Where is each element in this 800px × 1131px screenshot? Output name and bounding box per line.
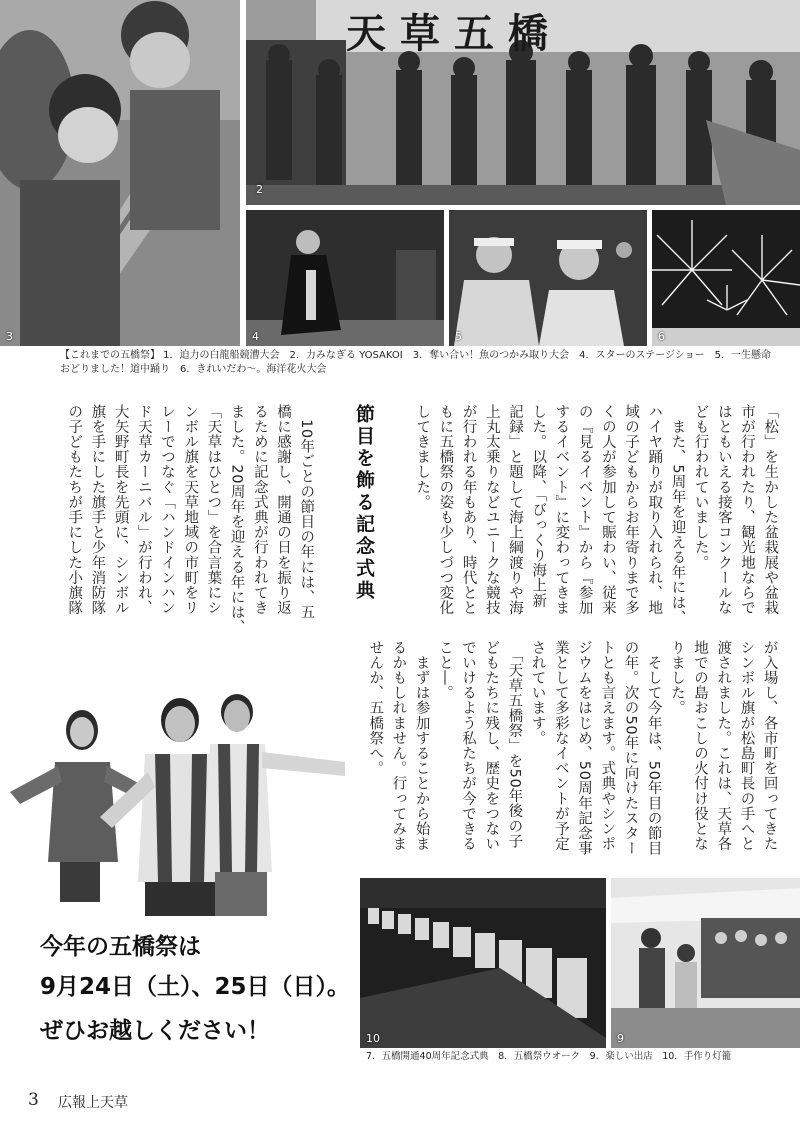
stage-banner-text: 天草五橋 <box>346 10 562 57</box>
photo-number: 9 <box>617 1032 624 1045</box>
article-column-bottom: が入場し、各市町を回ってきた シンボル旗が松島町長の手へと 渡されました。これは、天草各 地での島おこしの火付け役とな りました。 そして今年は、50年目の節目 の年。次の50年に向けたスター トとも言えます。式典やシンポ ジウムをはじめ、50周年記念事 業として多彩なイベントが予定 されています。 「天草五橋祭」を50年後の子 どもたちに残し、歴史をつない でいけるよう私たちが今できる こと―。 まずは参加することから始ま るかもしれません。行ってみま せんか、五橋祭へ。 <box>367 640 778 856</box>
caption-line: 【これまでの五橋祭】 1．迫力の白龍船競漕大会 2．力みなぎる YOSAKOI 3．奪い合い！魚のつかみ取り大会 4．スターのステージショー 5．一生懸命 <box>60 350 771 361</box>
announcement-dates: 9月24日（土）、25日（日）。 <box>40 974 351 1000</box>
announcement-line-3: ぜひお越しください！ <box>40 1018 270 1044</box>
photo-festival-stalls <box>611 878 800 1048</box>
photo-number: 4 <box>252 330 259 343</box>
section-heading: 節目を飾る記念式典 <box>353 404 375 602</box>
caption-recent-photos: 7．五橋開通40周年記念式典 8．五橋祭ウオーク 9．楽しい出店 10．手作り灯籠 <box>366 1051 732 1062</box>
photo-fish-grab <box>0 0 240 346</box>
photo-dancing-children <box>449 210 647 346</box>
photo-number: 5 <box>455 330 462 343</box>
photo-number: 2 <box>256 183 263 196</box>
photo-staff-in-happi-coats <box>0 692 368 916</box>
photo-number: 10 <box>366 1032 380 1045</box>
publication-name: 広報上天草 <box>58 1095 128 1111</box>
photo-number: 6 <box>658 330 665 343</box>
caption-line: おどりました！道中踊り 6．きれいだわ～。海洋花火大会 <box>60 364 327 375</box>
caption-previous-festivals <box>60 349 771 377</box>
article-column-top-left: 10年ごとの節目の年には、五 橋に感謝し、開通の日を振り返 るために記念式典が行われてき ました。20周年を迎える年には、 「天草はひとつ」を合言葉にシ ンボル旗を天草地域の市町をリ レーでつなぐ「ハンドインハン ド天草カーニバル」が行われ、 大矢野町長を先頭に、シンボル 旗を手にした旗手と少年消防隊 の子どもたちが手にした小旗隊 <box>66 404 315 636</box>
photo-star-stage-show <box>246 210 444 346</box>
page-number: 3 <box>28 1090 39 1110</box>
photo-number: 3 <box>6 330 13 343</box>
announcement-line-1: 今年の五橋祭は <box>40 934 201 960</box>
photo-fireworks <box>652 210 800 346</box>
photo-handmade-lanterns <box>360 878 606 1048</box>
photo-yosakoi-stage <box>246 0 800 205</box>
article-column-top-right: 「松」を生かした盆栽展や盆栽 市が行われたり、観光地ならで はともいえる接客コンクールな ども行われていました。 また、5周年を迎える年には、 ハイヤ踊りが取り入れられ、地 域の子どもからお年寄りまで多 くの人が参加して賑わい、従来 の『見るイベント』から『参加 するイベント』に変わってきま した。以降、「びっくり海上新 記録」と題して海上綱渡りや海 上丸太乗りなどユニークな競技 が行われる年もあり、時代とと もに五橋祭の姿も少しづつ変化 してきました。 <box>414 404 779 626</box>
